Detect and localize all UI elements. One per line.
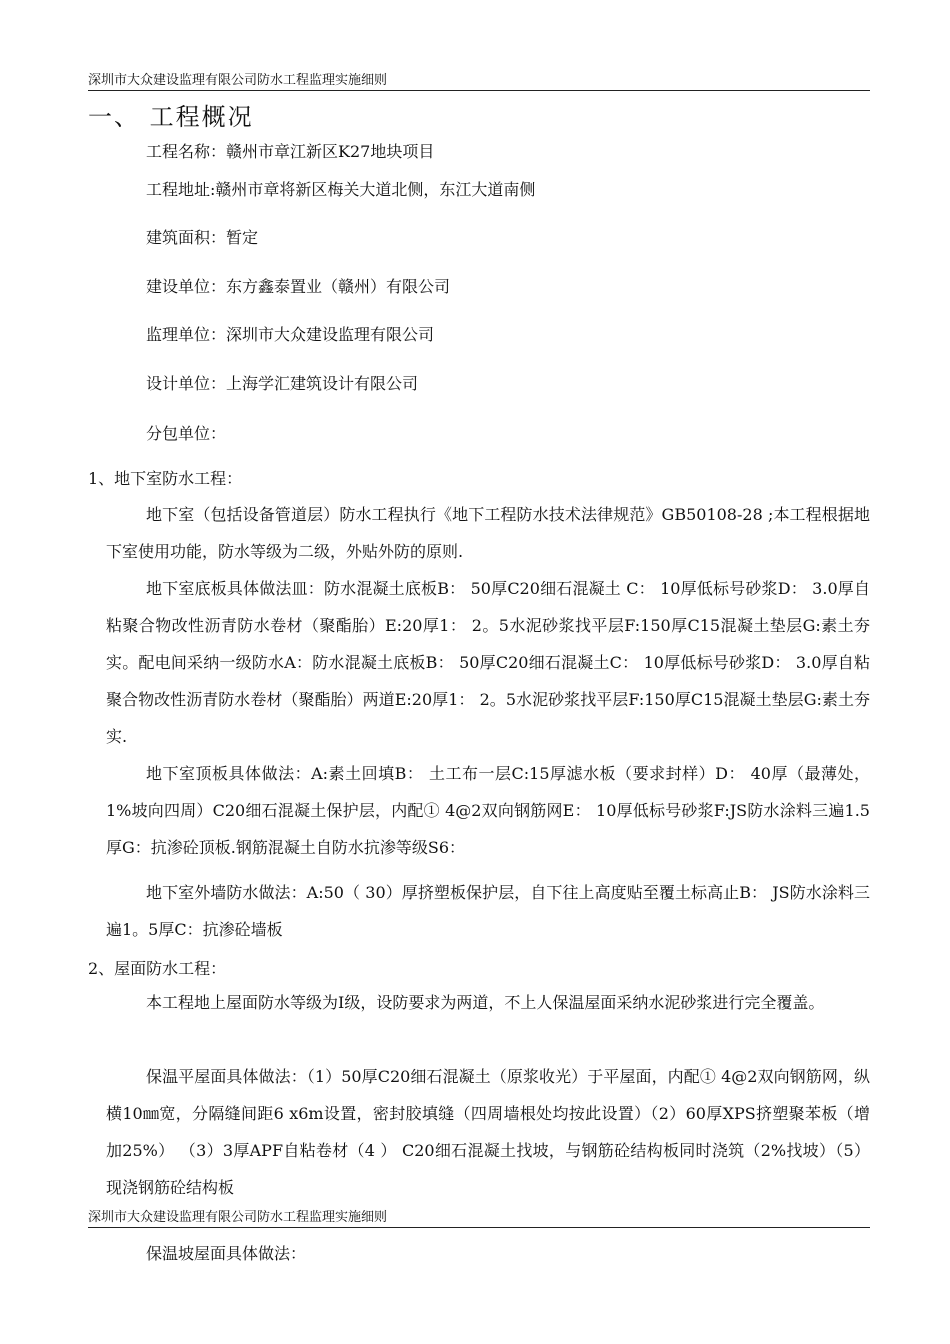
project-address: 工程地址:赣州市章将新区梅关大道北侧，东江大道南侧 bbox=[146, 180, 536, 199]
running-footer: 深圳市大众建设监理有限公司防水工程监理实施细则 bbox=[88, 1210, 870, 1228]
roof-paragraph-1: 本工程地上屋面防水等级为Ⅰ级，设防要求为两道，不上人保温屋面采纳水泥砂浆进行完全覆盖。 bbox=[146, 993, 825, 1012]
basement-floor-method: 地下室底板具体做法皿：防水混凝土底板B： 50厚C20细石混凝土 C： 10厚低标号砂浆D： 3.0厚自粘聚合物改性沥青防水卷材（聚酯胎）E:20厚1： 2。5水泥砂浆找平层F:150厚C15混凝土垫层G:素土夯实。配电间采纳一级防水A：防水混凝土底板B： 50厚C20细石混凝土C： 10厚低标号砂浆D： 3.0厚自粘聚合物改性沥青防水卷材（聚酯胎）两道E:20厚1： 2。5水泥砂浆找平层F:150厚C15混凝土垫层G:素土夯实. bbox=[106, 579, 870, 746]
running-header: 深圳市大众建设监理有限公司防水工程监理实施细则 bbox=[88, 73, 870, 91]
roof-flat-method: 保温平屋面具体做法：（1）50厚C20细石混凝土（原浆收光）于平屋面，内配① 4@2双向钢筋网，纵横10㎜宽，分隔缝间距6 x6m设置，密封胶填缝（四周墙根处均按此设置）（2）60厚XPS挤塑聚苯板（增加25%） （3）3厚APF自粘卷材（4 ） C20细石混凝土找坡，与钢筋砼结构板同时浇筑（2%找坡）（5）现浇钢筋砼结构板 bbox=[106, 1067, 870, 1197]
supervisor: 监理单位：深圳市大众建设监理有限公司 bbox=[146, 325, 435, 344]
section-title: 一、 工程概况 bbox=[88, 103, 254, 131]
designer: 设计单位：上海学汇建筑设计有限公司 bbox=[146, 374, 419, 393]
developer: 建设单位：东方鑫泰置业（赣州）有限公司 bbox=[146, 277, 451, 296]
next-page-line: 保温坡屋面具体做法： bbox=[146, 1244, 307, 1263]
building-area: 建筑面积：暂定 bbox=[146, 228, 259, 247]
basement-wall-method: 地下室外墙防水做法：A:50（ 30）厚挤塑板保护层，自下往上高度贴至覆土标高止B： JS防水涂料三遍1。5厚C：抗渗砼墙板 bbox=[106, 883, 870, 939]
basement-roof-method: 地下室顶板具体做法：A:素土回填B： 土工布一层C:15厚滤水板（要求封样）D： 40厚（最薄处，1%坡向四周）C20细石混凝土保护层，内配① 4@2双向钢筋网E： 10厚低标号砂浆F:JS防水涂料三遍1.5厚G：抗渗砼顶板.钢筋混凝土自防水抗渗等级S6： bbox=[106, 764, 870, 857]
basement-heading: 1、地下室防水工程： bbox=[88, 469, 243, 488]
project-name: 工程名称：赣州市章江新区K27地块项目 bbox=[146, 142, 435, 161]
roof-heading: 2、屋面防水工程： bbox=[88, 959, 227, 978]
subcontractor: 分包单位： bbox=[146, 424, 227, 443]
basement-paragraph-1: 地下室（包括设备管道层）防水工程执行《地下工程防水技术法律规范》GB50108-28 ;本工程根据地下室使用功能，防水等级为二级，外贴外防的原则. bbox=[106, 505, 870, 561]
